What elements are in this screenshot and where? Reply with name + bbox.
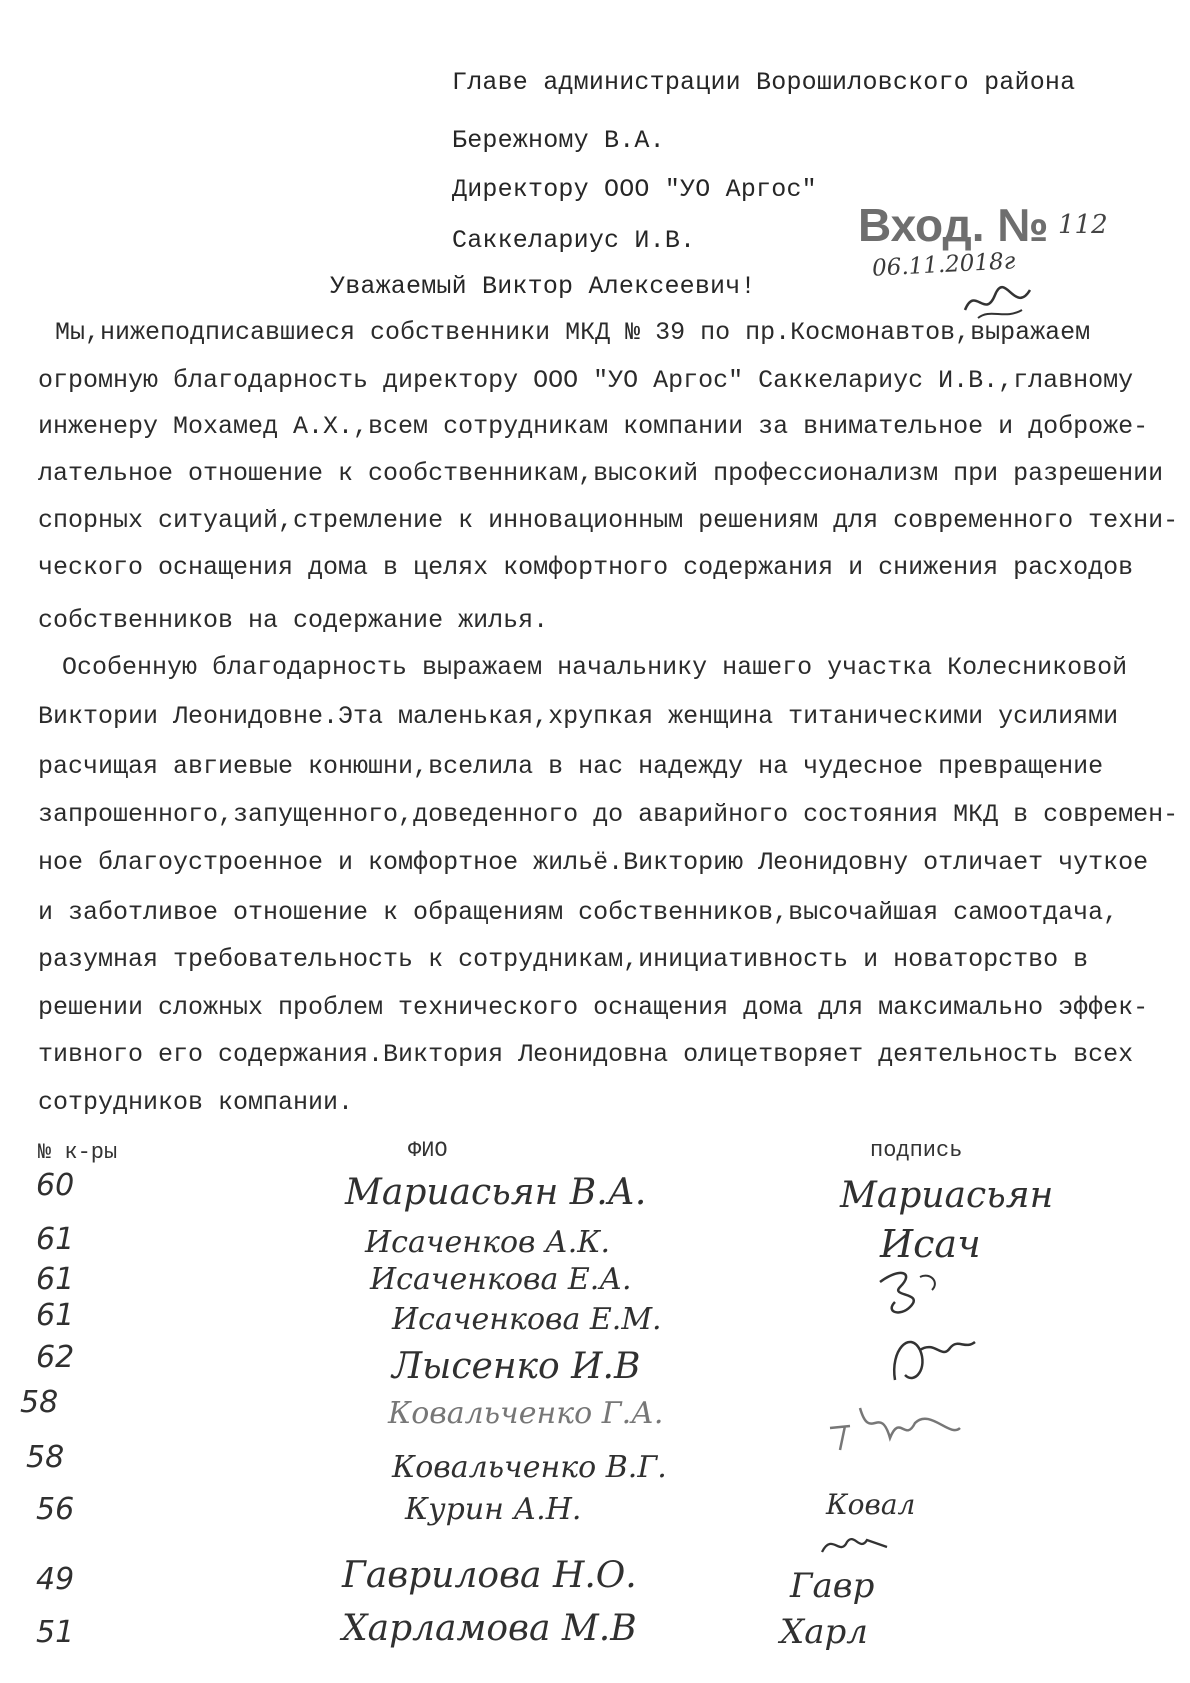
row-signature: Ковал xyxy=(826,1488,916,1521)
row-name: Курин А.Н. xyxy=(405,1492,582,1527)
addressee-line-4: Саккелариус И.В. xyxy=(452,226,696,255)
body-line: Особенную благодарность выражаем начальнику нашего участка Колесниковой xyxy=(62,653,1128,682)
row-apartment: 60 xyxy=(36,1168,75,1203)
body-line: расчищая авгиевые конюшни,вселила в нас надежду на чудесное превращение xyxy=(38,752,1104,781)
body-line: собственников на содержание жилья. xyxy=(38,606,549,635)
body-line: и заботливое отношение к обращениям собственников,высочайшая самоотдача, xyxy=(38,898,1119,927)
column-header-signature: подпись xyxy=(870,1138,963,1163)
row-apartment: 58 xyxy=(26,1440,65,1475)
row-name: Харламова М.В xyxy=(342,1608,637,1649)
row-name: Гаврилова Н.О. xyxy=(342,1555,637,1596)
column-header-name: ФИО xyxy=(408,1138,448,1163)
row-name: Мариасьян В.А. xyxy=(345,1172,647,1213)
row-name: Ковальченко В.Г. xyxy=(392,1450,667,1485)
greeting: Уважаемый Виктор Алексеевич! xyxy=(330,272,756,301)
row-signature: Харл xyxy=(780,1612,868,1652)
body-line: инженеру Мохамед А.Х.,всем сотрудникам компании за внимательное и доброже- xyxy=(38,412,1149,441)
column-header-apartment: № к-ры xyxy=(38,1140,118,1165)
body-line: Мы,нижеподписавшиеся собственники МКД № 39 по пр.Космонавтов,выражаем xyxy=(55,318,1091,347)
row-apartment: 61 xyxy=(36,1222,75,1257)
row-name: Ковальченко Г.А. xyxy=(388,1396,664,1431)
incoming-stamp-number: 112 xyxy=(1058,210,1108,240)
row-signature: Исач xyxy=(880,1222,981,1266)
row-apartment: 58 xyxy=(20,1385,59,1420)
addressee-line-3: Директору ООО "УО Аргос" xyxy=(452,175,817,204)
signature-scribble xyxy=(820,1388,970,1458)
body-line: спорных ситуаций,стремление к инновационным решениям для современного техни- xyxy=(38,506,1179,535)
body-line: ное благоустроенное и комфортное жильё.Викторию Леонидовну отличает чуткое xyxy=(38,848,1149,877)
row-signature: Мариасьян xyxy=(840,1175,1054,1216)
addressee-line-2: Бережному В.А. xyxy=(452,126,665,155)
incoming-stamp-label: Вход. № xyxy=(858,199,1049,251)
body-line: решении сложных проблем технического оснащения дома для максимально эффек- xyxy=(38,993,1149,1022)
incoming-stamp-date: 06.11.2018г xyxy=(871,248,1016,282)
row-apartment: 49 xyxy=(36,1562,75,1597)
row-apartment: 51 xyxy=(36,1615,75,1650)
body-line: лательное отношение к сообственникам,высокий профессионализм при разрешении xyxy=(38,459,1164,488)
row-name: Лысенко И.В xyxy=(392,1346,641,1387)
row-signature: Гавр xyxy=(790,1566,875,1606)
body-line: сотрудников компании. xyxy=(38,1088,354,1117)
body-line: запрошенного,запущенного,доведенного до аварийного состояния МКД в современ- xyxy=(38,800,1179,829)
signature-scribble xyxy=(812,1522,902,1572)
body-line: разумная требовательность к сотрудникам,инициативность и новаторство в xyxy=(38,945,1089,974)
addressee-line-1: Главе администрации Ворошиловского района xyxy=(452,68,1076,97)
body-line: тивного его содержания.Виктория Леонидовна олицетворяет деятельность всех xyxy=(38,1040,1134,1069)
row-name: Исаченкова Е.М. xyxy=(392,1302,662,1337)
row-apartment: 61 xyxy=(36,1298,75,1333)
row-name: Исаченкова Е.А. xyxy=(370,1262,632,1297)
body-line: огромную благодарность директору ООО "УО Аргос" Саккелариус И.В.,главному xyxy=(38,366,1134,395)
body-line: ческого оснащения дома в целях комфортного содержания и снижения расходов xyxy=(38,553,1134,582)
row-name: Исаченков А.К. xyxy=(365,1225,611,1260)
row-apartment: 56 xyxy=(36,1492,75,1527)
row-apartment: 61 xyxy=(36,1262,75,1297)
body-line: Виктории Леонидовне.Эта маленькая,хрупкая женщина титаническими усилиями xyxy=(38,702,1119,731)
row-apartment: 62 xyxy=(36,1340,75,1375)
